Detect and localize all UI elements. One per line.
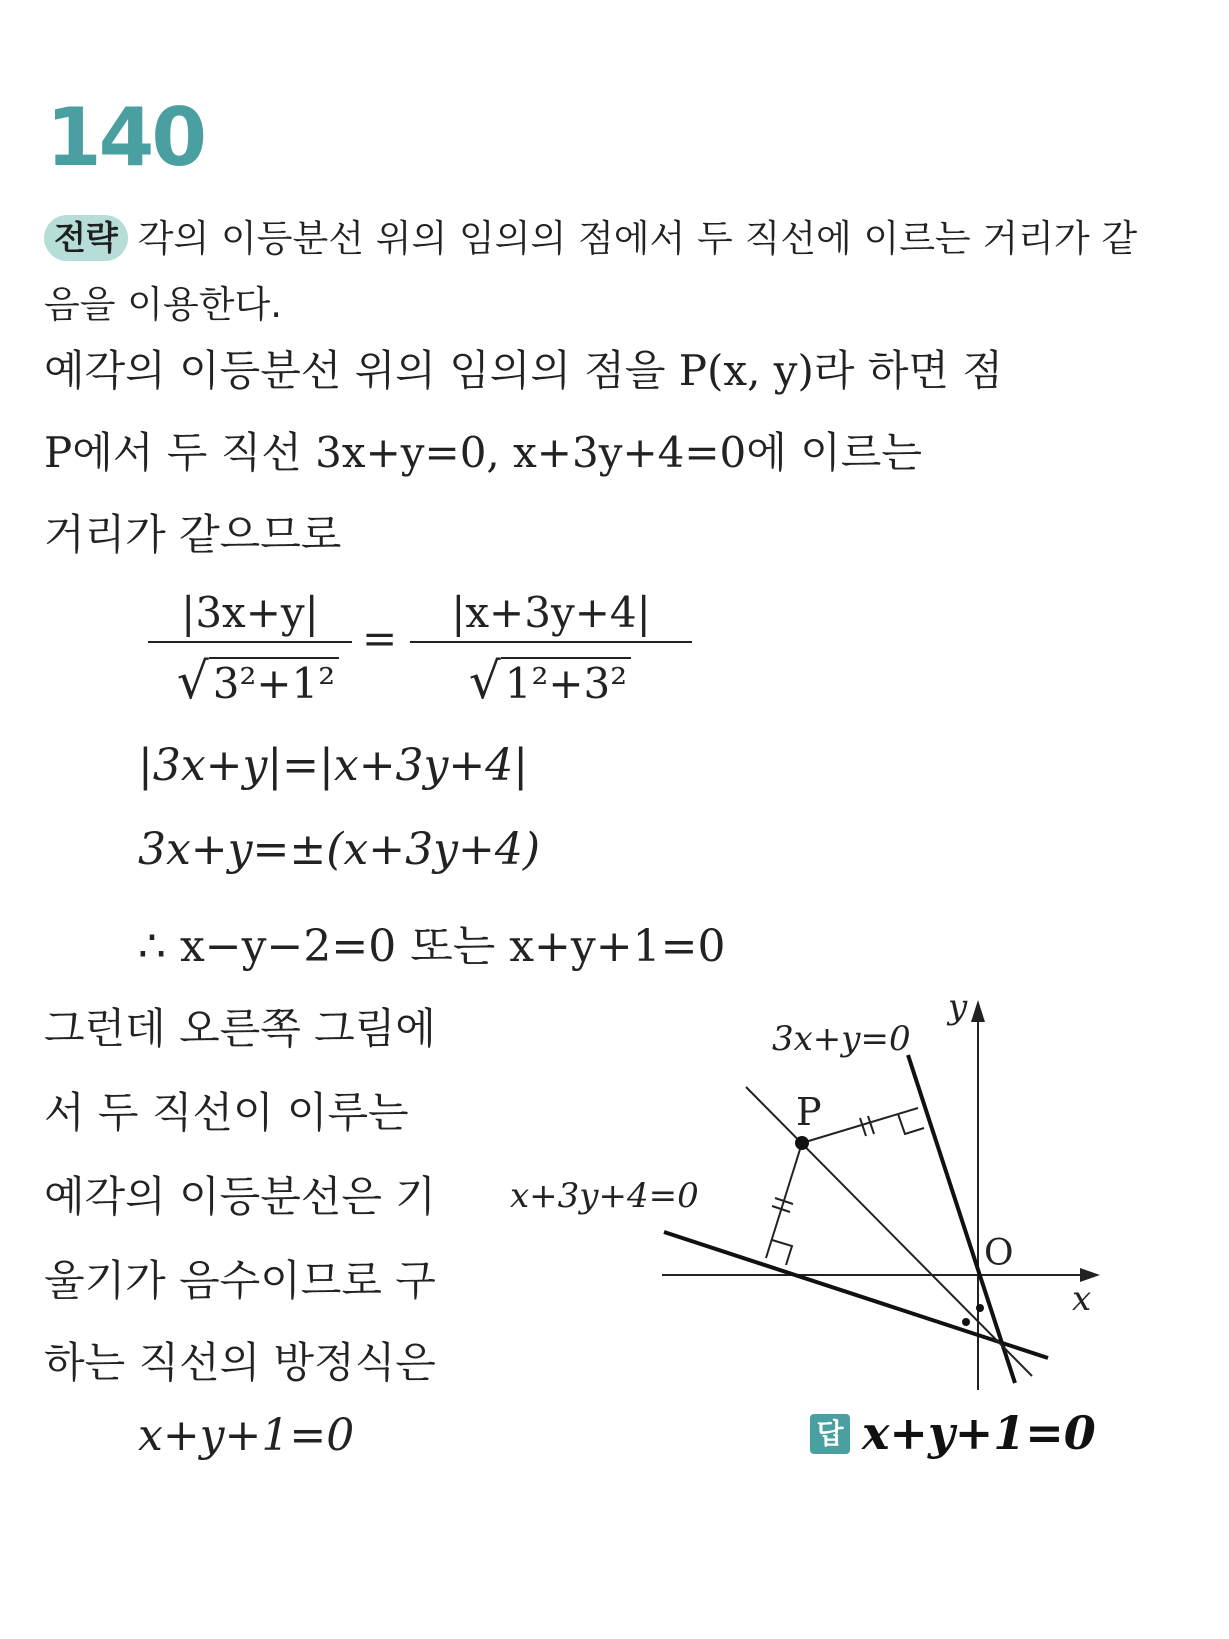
tick-mark-1b <box>868 1116 874 1134</box>
conclusion-line-5: 하는 직선의 방정식은 <box>44 1338 436 1387</box>
answer-badge: 답 <box>810 1414 850 1454</box>
strategy-row <box>44 206 1164 338</box>
label-y-axis: y <box>948 990 968 1027</box>
intro-line-1: 예각의 이등분선 위의 임의의 점을 P(x, y)라 하면 점 <box>44 346 1003 395</box>
right-angle-marker-1 <box>898 1114 924 1134</box>
line-3x-plus-y <box>908 1055 1015 1383</box>
problem-number: 140 <box>46 91 204 184</box>
conclusion-line-4: 울기가 음수이므로 구 <box>44 1256 436 1305</box>
conclusion-line-2: 서 두 직선이 이루는 <box>44 1088 409 1137</box>
conclusion-line-3: 예각의 이등분선은 기 <box>44 1172 436 1221</box>
fraction-left-radicand: 3²+1² <box>209 657 339 708</box>
fraction-right-bar <box>410 641 692 643</box>
fraction-left-bar <box>148 641 352 643</box>
equation-plusminus: 3x+y=±(x+3y+4) <box>138 824 540 875</box>
fraction-right-numerator: |x+3y+4| <box>451 588 651 637</box>
fraction-left-denominator <box>158 652 358 710</box>
label-x-axis: x <box>1072 1279 1092 1319</box>
label-origin: O <box>984 1233 1014 1274</box>
fraction-left-numerator: |3x+y| <box>181 588 319 637</box>
bisector-line <box>746 1087 1032 1376</box>
y-axis-arrow <box>971 1000 985 1022</box>
point-p <box>795 1136 809 1150</box>
sqrt-symbol-left: √ <box>176 652 209 710</box>
label-point-p: P <box>796 1090 822 1134</box>
strategy-text: 각의 이등분선 위의 임의의 점에서 두 직선에 이르는 거리가 같음을 이용한다. <box>44 217 1138 326</box>
intro-line-2: P에서 두 직선 3x+y=0, x+3y+4=0에 이르는 <box>44 428 922 477</box>
answer-row <box>810 1406 1096 1460</box>
intro-line-3: 거리가 같으므로 <box>44 510 342 559</box>
conclusion-line-1: 그런데 오른쪽 그림에 <box>44 1004 436 1053</box>
label-line-1: 3x+y=0 <box>772 1019 911 1059</box>
geometry-figure <box>500 990 1120 1400</box>
fraction-right-denominator <box>440 652 660 710</box>
final-equation: x+y+1=0 <box>138 1410 355 1461</box>
equation-result: ∴ x−y−2=0 또는 x+y+1=0 <box>138 921 726 972</box>
equation-abs: |3x+y|=|x+3y+4| <box>138 740 529 791</box>
answer-text: x+y+1=0 <box>862 1406 1096 1460</box>
sqrt-symbol-right: √ <box>468 652 501 710</box>
angle-dot-2 <box>962 1318 970 1326</box>
strategy-badge: 전략 <box>44 215 128 261</box>
right-angle-marker-2 <box>772 1240 792 1265</box>
label-line-2: x+3y+4=0 <box>510 1176 699 1216</box>
fraction-right-radicand: 1²+3² <box>501 657 631 708</box>
tick-mark-1a <box>860 1118 866 1136</box>
fraction-equals: = <box>362 614 398 663</box>
angle-dot-1 <box>976 1304 984 1312</box>
